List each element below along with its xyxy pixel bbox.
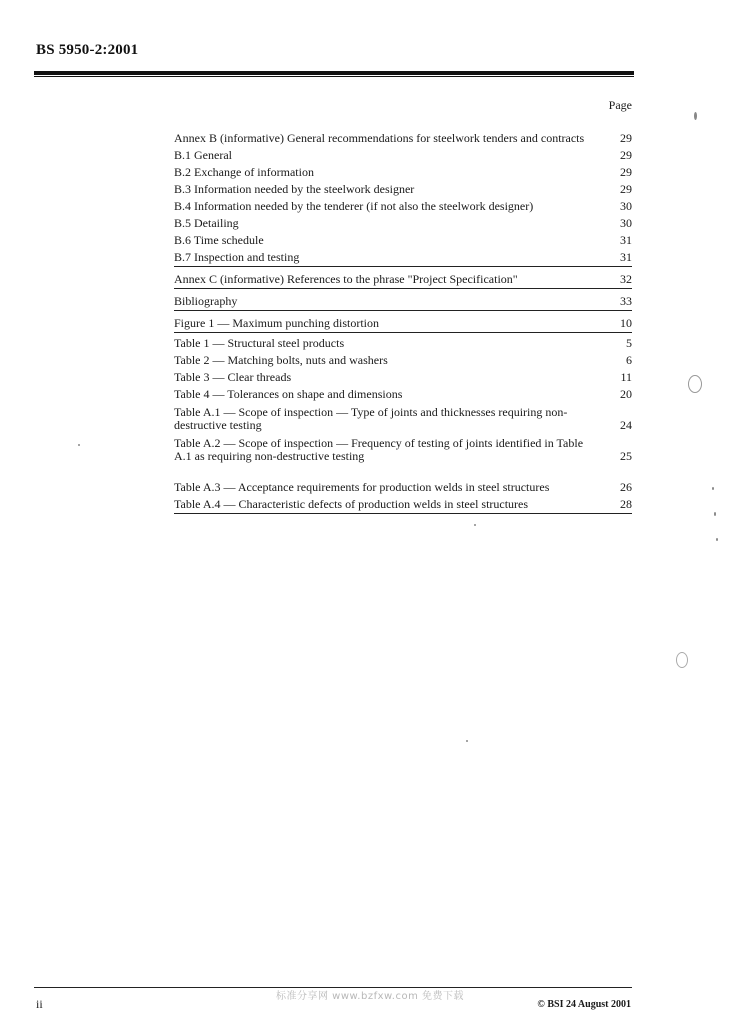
toc-entry-label: Table A.4 — Characteristic defects of production welds in steel structures: [174, 497, 529, 511]
toc-entry-label: Table 1 — Structural steel products: [174, 336, 345, 350]
toc-entry-label: Table 2 — Matching bolts, nuts and washers: [174, 353, 388, 367]
toc-entry-page: 5: [626, 336, 632, 350]
footer-page-number: ii: [36, 997, 43, 1011]
scan-speck: [694, 112, 697, 120]
scan-speck: [712, 487, 714, 490]
toc-entry-table-a3[interactable]: [174, 463, 632, 494]
toc-entry-label: B.1 General: [174, 148, 232, 162]
toc-entry-label: Annex B (informative) General recommendations for steelwork tenders and contracts: [174, 131, 585, 145]
toc-entry-table-a4[interactable]: [174, 494, 632, 514]
scan-speck: [466, 740, 468, 742]
toc-entry-page: 29: [620, 165, 632, 179]
toc-entry-b1[interactable]: [174, 145, 632, 162]
toc-entry-b7[interactable]: [174, 247, 632, 267]
toc-entry-label: Table 4 — Tolerances on shape and dimensions: [174, 387, 403, 401]
scan-speck: [716, 538, 718, 541]
toc-entry-label: Annex C (informative) References to the phrase "Project Specification": [174, 272, 518, 286]
scan-speck: [688, 375, 702, 393]
scan-speck: [474, 524, 476, 526]
toc-entry-page: 31: [620, 233, 632, 247]
toc-entry-b2[interactable]: [174, 162, 632, 179]
toc-entry-label: B.3 Information needed by the steelwork designer: [174, 182, 415, 196]
toc-entry-label: Table A.3 — Acceptance requirements for production welds in steel structures: [174, 480, 550, 494]
toc-entry-annex-b[interactable]: [174, 114, 632, 145]
scan-speck: [714, 512, 716, 516]
scan-speck: [78, 444, 80, 446]
toc-entry-table-4[interactable]: [174, 384, 632, 401]
toc-entry-page: 32: [620, 272, 632, 286]
scan-speck: [676, 652, 688, 668]
toc-entry-page: 29: [620, 131, 632, 145]
toc-entry-page: 29: [620, 148, 632, 162]
toc-entry-b4[interactable]: [174, 196, 632, 213]
toc-entry-page: 20: [620, 387, 632, 401]
toc-entry-label: B.5 Detailing: [174, 216, 239, 230]
toc-entry-b5[interactable]: [174, 213, 632, 230]
toc-entry-page: 30: [620, 216, 632, 230]
toc-entry-figure-1[interactable]: [174, 311, 632, 333]
toc-entry-label: Figure 1 — Maximum punching distortion: [174, 316, 379, 330]
toc-entry-table-a1[interactable]: [174, 401, 632, 432]
toc-entry-table-1[interactable]: [174, 333, 632, 350]
footer-watermark: 标准分享网 www.bzfxw.com 免费下载: [276, 991, 464, 1002]
toc-entry-table-2[interactable]: [174, 350, 632, 367]
header-rule-thick: [34, 71, 634, 75]
toc-entry-label: Table 3 — Clear threads: [174, 370, 292, 384]
toc-entry-page: 26: [620, 480, 632, 494]
document-title: BS 5950-2:2001: [36, 42, 139, 58]
header-rule-thin: [34, 76, 634, 77]
toc-entry-label: B.2 Exchange of information: [174, 165, 314, 179]
toc-entry-page: 11: [620, 370, 632, 384]
toc-entry-bibliography[interactable]: [174, 289, 632, 311]
toc-entry-label: Table A.2 — Scope of inspection — Frequency of testing of joints identified in Table A.1 as requiring non-destructive testing: [174, 436, 584, 463]
footer-copyright: © BSI 24 August 2001: [537, 999, 631, 1010]
toc-entry-page: 30: [620, 199, 632, 213]
toc-entry-label: Bibliography: [174, 294, 238, 308]
toc-entry-b3[interactable]: [174, 179, 632, 196]
page-column-heading: Page: [608, 98, 632, 112]
toc-entry-page: 28: [620, 497, 632, 511]
toc-entry-label: B.4 Information needed by the tenderer (if not also the steelwork designer): [174, 199, 534, 213]
toc-entry-table-a2[interactable]: [174, 432, 632, 463]
toc-entry-page: 10: [620, 316, 632, 330]
toc-entry-annex-c[interactable]: [174, 267, 632, 289]
toc-entry-page: 31: [620, 250, 632, 264]
toc-entry-page: 29: [620, 182, 632, 196]
toc-entry-page: 6: [626, 353, 632, 367]
toc-entry-label: B.6 Time schedule: [174, 233, 264, 247]
toc-entry-page: 24: [620, 418, 632, 432]
toc-entry-page: 33: [620, 294, 632, 308]
toc-entry-b6[interactable]: [174, 230, 632, 247]
toc-entry-table-3[interactable]: [174, 367, 632, 384]
toc-entry-label: Table A.1 — Scope of inspection — Type of joints and thicknesses requiring non-destructive testing: [174, 405, 568, 432]
toc-entry-page: 25: [620, 449, 632, 463]
table-of-contents: [174, 96, 632, 514]
toc-entry-label: B.7 Inspection and testing: [174, 250, 300, 264]
